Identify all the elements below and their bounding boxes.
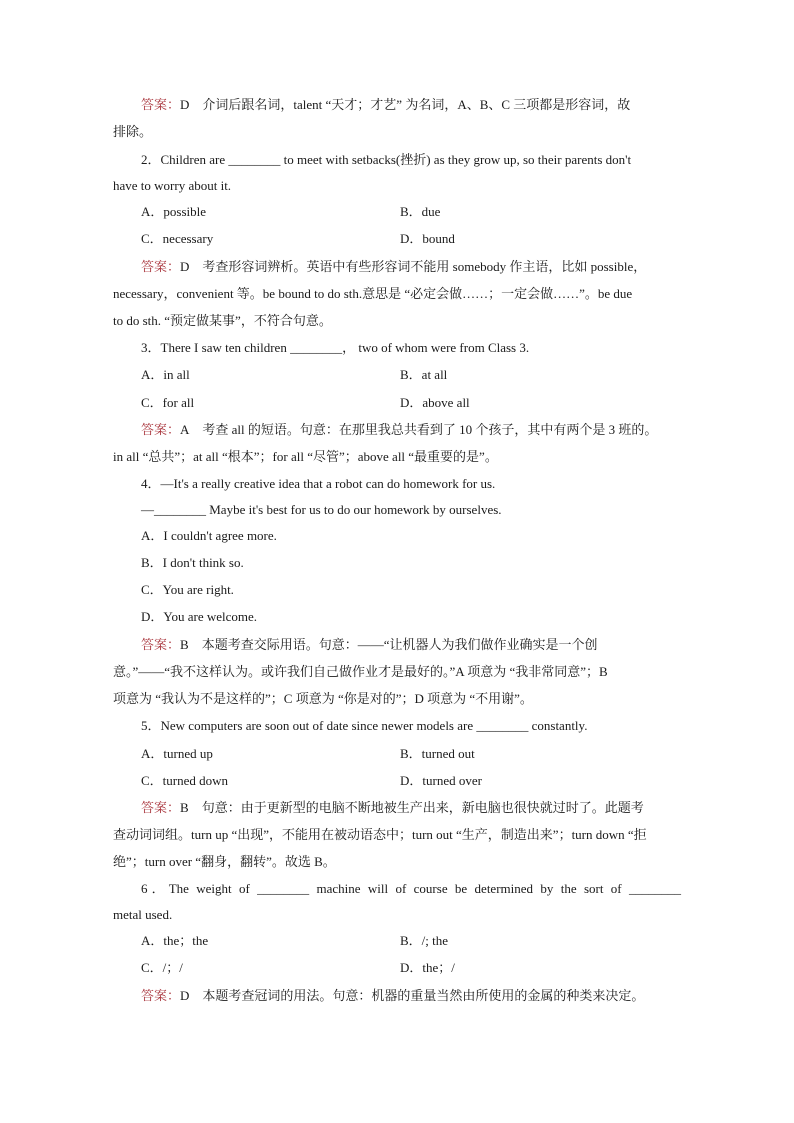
q3-option-d: D．above all [400,395,470,410]
answer-label: 答案： [141,422,181,437]
q2-options-row2 [141,230,711,248]
q5-stem: 5．New computers are soon out of date since newer models are ________ constantly. [141,718,588,733]
q4-answer-letter: B [180,637,189,652]
q4-explanation-cont2: 项意为 “我认为不是这样的”；C 项意为 “你是对的”；D 项意为 “不用谢”。 [113,691,533,706]
q5-explanation-cont1: 查动词词组。turn up “出现”，不能用在被动语态中；turn out “生产，制造出来”；turn down “拒 [113,827,647,842]
q5-option-c: C．turned down [141,773,229,788]
q3-option-c: C．for all [141,395,195,410]
q2-answer-line [141,258,711,276]
q3-explanation-cont: in all “总共”；at all “根本”；for all “尽管”；above all “最重要的是”。 [113,449,498,464]
q5-option-d: D．turned over [400,773,482,788]
q4-explanation-cont1: 意。”——“我不这样认为。或许我们自己做作业才是最好的。”A 项意为 “我非常同意”；B [113,664,608,679]
answer-label: 答案： [141,800,181,815]
q6-explanation: 本题考查冠词的用法。句意：机器的重量当然由所使用的金属的种类来决定。 [202,988,645,1003]
q2-options-row1 [141,203,711,221]
q5-option-a: A．turned up [141,746,213,761]
q1-answer-line [141,96,711,114]
q6-stem-cont: metal used. [113,907,173,922]
q1-explanation: 介词后跟名词，talent “天才；才艺” 为名词，A、B、C 三项都是形容词，故 [202,97,631,112]
q4-option-a: A．I couldn't agree more. [141,528,277,543]
q4-option-d: D．You are welcome. [141,609,258,624]
q2-option-d: D．bound [400,231,455,246]
answer-label: 答案： [141,988,181,1003]
q4-option-b: B．I don't think so. [141,555,244,570]
q3-option-a: A．in all [141,367,190,382]
q2-stem: 2．Children are ________ to meet with setbacks(挫折) as they grow up, so their parents don't [141,152,632,167]
q6-option-d: D．the；/ [400,960,455,975]
answer-label: 答案： [141,637,181,652]
q3-answer-letter: A [180,422,190,437]
q6-options-row1 [141,932,711,950]
q2-explanation: 考查形容词辨析。英语中有些形容词不能用 somebody 作主语，比如 possible， [202,259,647,274]
q4-stem-cont: —________ Maybe it's best for us to do our homework by ourselves. [141,502,502,517]
q2-option-b: B．due [400,204,441,219]
q3-stem: 3．There I saw ten children ________， two of whom were from Class 3. [141,340,530,355]
answer-label: 答案： [141,259,181,274]
q6-stem [141,880,681,898]
q6-answer-letter: D [180,988,190,1003]
q3-answer-line [141,421,711,439]
answer-label: 答案： [141,97,181,112]
q6-option-b: B．/; the [400,933,449,948]
q5-answer-line [141,799,711,817]
q6-option-c: C．/；/ [141,960,183,975]
q3-explanation: 考查 all 的短语。句意：在那里我总共看到了 10 个孩子，其中有两个是 3 班的。 [202,422,658,437]
q4-explanation: 本题考查交际用语。句意：——“让机器人为我们做作业确实是一个创 [201,637,598,652]
q2-option-a: A．possible [141,204,207,219]
q3-options-row2 [141,394,711,412]
q4-answer-line [141,636,711,654]
q5-options-row2 [141,772,711,790]
q4-stem: 4．—It's a really creative idea that a robot can do homework for us. [141,476,496,491]
q5-option-b: B．turned out [400,746,475,761]
q3-options-row1 [141,366,711,384]
q2-explanation-cont2: to do sth. “预定做某事”，不符合句意。 [113,313,332,328]
q5-explanation: 句意：由于更新型的电脑不断地被生产出来，新电脑也很快就过时了。此题考 [201,800,644,815]
q2-explanation-cont1: necessary，convenient 等。be bound to do sth.意思是 “必定会做……；一定会做……”。be due [113,286,633,301]
q5-explanation-cont2: 绝”；turn over “翻身，翻转”。故选 B。 [113,854,336,869]
q6-stem-text: 6．The weight of ________ machine will of course be determined by the sort of ________ [141,881,681,896]
q2-option-c: C．necessary [141,231,214,246]
q2-answer-letter: D [180,259,190,274]
q2-stem-cont: have to worry about it. [113,178,232,193]
q1-explanation-cont: 排除。 [113,124,153,139]
q5-options-row1 [141,745,711,763]
q6-option-a: A．the；the [141,933,209,948]
q6-answer-line [141,987,711,1005]
q3-option-b: B．at all [400,367,448,382]
q5-answer-letter: B [180,800,189,815]
q6-options-row2 [141,959,711,977]
q1-answer-letter: D [180,97,190,112]
q4-option-c: C．You are right. [141,582,234,597]
